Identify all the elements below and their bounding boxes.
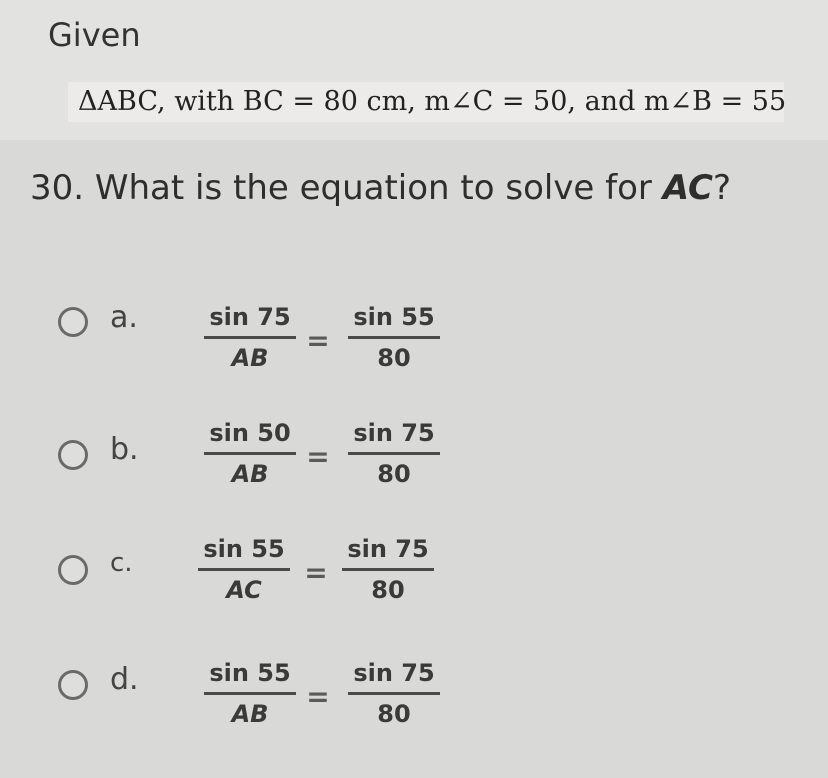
lhs-fraction bbox=[200, 300, 300, 375]
option-d[interactable] bbox=[0, 640, 828, 750]
rhs-fraction bbox=[344, 656, 444, 731]
lhs-numerator: sin 50 bbox=[209, 419, 291, 447]
equals-sign: = bbox=[306, 324, 330, 357]
option-letter: c. bbox=[110, 548, 133, 578]
lhs-fraction bbox=[200, 656, 300, 731]
fraction-bar bbox=[348, 452, 440, 455]
lhs-denominator: AB bbox=[231, 344, 269, 372]
option-c[interactable] bbox=[0, 520, 828, 630]
fraction-bar bbox=[204, 452, 296, 455]
rhs-numerator: sin 75 bbox=[353, 419, 435, 447]
lhs-numerator: sin 55 bbox=[209, 659, 291, 687]
question-end: ? bbox=[712, 168, 731, 208]
rhs-fraction bbox=[344, 416, 444, 491]
rhs-denominator: 80 bbox=[371, 576, 405, 604]
lhs-fraction bbox=[200, 416, 300, 491]
option-letter: b. bbox=[110, 432, 139, 467]
question-prompt: 30. What is the equation to solve for bbox=[30, 168, 663, 208]
lhs-numerator: sin 75 bbox=[209, 303, 291, 331]
rhs-denominator: 80 bbox=[377, 460, 411, 488]
fraction-bar bbox=[204, 692, 296, 695]
rhs-numerator: sin 55 bbox=[353, 303, 435, 331]
rhs-fraction bbox=[344, 300, 444, 375]
lhs-denominator: AB bbox=[231, 460, 269, 488]
lhs-fraction bbox=[194, 532, 294, 607]
given-title: Given bbox=[48, 16, 141, 54]
fraction-bar bbox=[342, 568, 434, 571]
radio-button-c[interactable] bbox=[58, 555, 88, 585]
fraction-bar bbox=[204, 336, 296, 339]
rhs-denominator: 80 bbox=[377, 700, 411, 728]
radio-button-b[interactable] bbox=[58, 440, 88, 470]
option-letter: a. bbox=[110, 300, 138, 335]
fraction-bar bbox=[348, 692, 440, 695]
equals-sign: = bbox=[304, 556, 328, 589]
question-variable: AC bbox=[662, 168, 713, 208]
option-b[interactable] bbox=[0, 404, 828, 514]
equals-sign: = bbox=[306, 440, 330, 473]
equals-sign: = bbox=[306, 680, 330, 713]
option-letter: d. bbox=[110, 662, 139, 697]
lhs-numerator: sin 55 bbox=[203, 535, 285, 563]
lhs-denominator: AB bbox=[231, 700, 269, 728]
radio-button-a[interactable] bbox=[58, 307, 88, 337]
lhs-denominator: AC bbox=[226, 576, 262, 604]
rhs-numerator: sin 75 bbox=[347, 535, 429, 563]
option-a[interactable] bbox=[0, 290, 828, 400]
given-expression: ΔABC, with BC = 80 cm, m∠C = 50, and m∠B = 55 bbox=[68, 82, 784, 122]
radio-button-d[interactable] bbox=[58, 670, 88, 700]
fraction-bar bbox=[198, 568, 290, 571]
fraction-bar bbox=[348, 336, 440, 339]
rhs-fraction bbox=[338, 532, 438, 607]
rhs-numerator: sin 75 bbox=[353, 659, 435, 687]
rhs-denominator: 80 bbox=[377, 344, 411, 372]
